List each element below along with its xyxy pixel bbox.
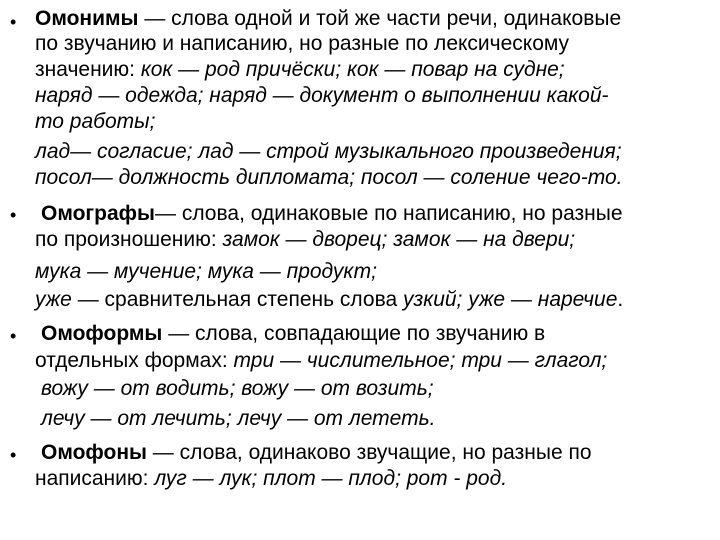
text-line bbox=[35, 83, 609, 109]
definition-text: — слова, одинаковые по написанию, но разные bbox=[154, 202, 623, 225]
text-line bbox=[35, 259, 377, 285]
example-text: луг — лук; плот — плод; рот - род. bbox=[154, 467, 508, 490]
bullet-icon: • bbox=[10, 12, 17, 32]
example-text: вожу — от водить; вожу — от возить; bbox=[41, 377, 434, 400]
term-heading: Омографы bbox=[41, 202, 155, 225]
text-line bbox=[35, 31, 569, 57]
example-text: три — числительное; три — глагол; bbox=[233, 349, 608, 372]
text-line bbox=[35, 348, 607, 374]
text-line bbox=[35, 57, 565, 83]
text-line bbox=[35, 109, 155, 135]
bullet-icon: • bbox=[10, 445, 17, 465]
text-line bbox=[35, 165, 622, 191]
term-heading: Омонимы bbox=[35, 7, 139, 30]
example-text: кок — род причёски; кок — повар на судне; bbox=[140, 58, 565, 81]
text-line bbox=[41, 440, 592, 466]
definition-text: — слова, совпадающие по звучанию в bbox=[162, 322, 546, 345]
example-text: замок — дворец; замок — на двери; bbox=[222, 228, 576, 251]
text-line bbox=[41, 376, 434, 402]
example-text: лад— согласие; лад — строй музыкального произведения; bbox=[35, 140, 622, 163]
text-line bbox=[35, 139, 622, 165]
definition-text: написанию: bbox=[35, 467, 155, 490]
definition-text: — слова, одинаково звучащие, но разные по bbox=[146, 441, 592, 464]
text-line bbox=[35, 6, 621, 32]
definition-text: по звучанию и написанию, но разные по лексическому bbox=[35, 32, 570, 55]
example-text: мука — мучение; мука — продукт; bbox=[35, 260, 377, 283]
text-line bbox=[41, 201, 623, 227]
bullet-icon: • bbox=[10, 326, 17, 346]
definition-text: — сравнительная степень слова bbox=[71, 288, 404, 311]
text-line bbox=[41, 321, 545, 347]
term-heading: Омофоны bbox=[41, 441, 147, 464]
term-heading: Омоформы bbox=[41, 322, 163, 345]
definition-text: значению: bbox=[35, 58, 141, 81]
example-text: лечу — от лечить; лечу — от лететь. bbox=[41, 407, 436, 430]
example-text: посол— должность дипломата; посол — соление чего-то. bbox=[35, 166, 623, 189]
text-line bbox=[35, 227, 575, 253]
definition-text: по произношению: bbox=[35, 228, 223, 251]
example-text: уже bbox=[35, 288, 72, 311]
definition-text: . bbox=[617, 288, 624, 311]
text-line bbox=[35, 287, 623, 313]
bullet-icon: • bbox=[10, 205, 17, 225]
example-text: то работы; bbox=[35, 110, 156, 133]
definition-text: отдельных формах: bbox=[35, 349, 234, 372]
example-text: наречие bbox=[537, 288, 618, 311]
example-text: наряд — одежда; наряд — документ о выполнении какой- bbox=[35, 84, 609, 107]
text-line bbox=[35, 466, 507, 492]
definition-text: — слова одной и той же части речи, одинаковые bbox=[138, 7, 622, 30]
definition-text: — bbox=[505, 288, 538, 311]
example-text: узкий; уже bbox=[403, 288, 506, 311]
text-line bbox=[41, 406, 435, 432]
